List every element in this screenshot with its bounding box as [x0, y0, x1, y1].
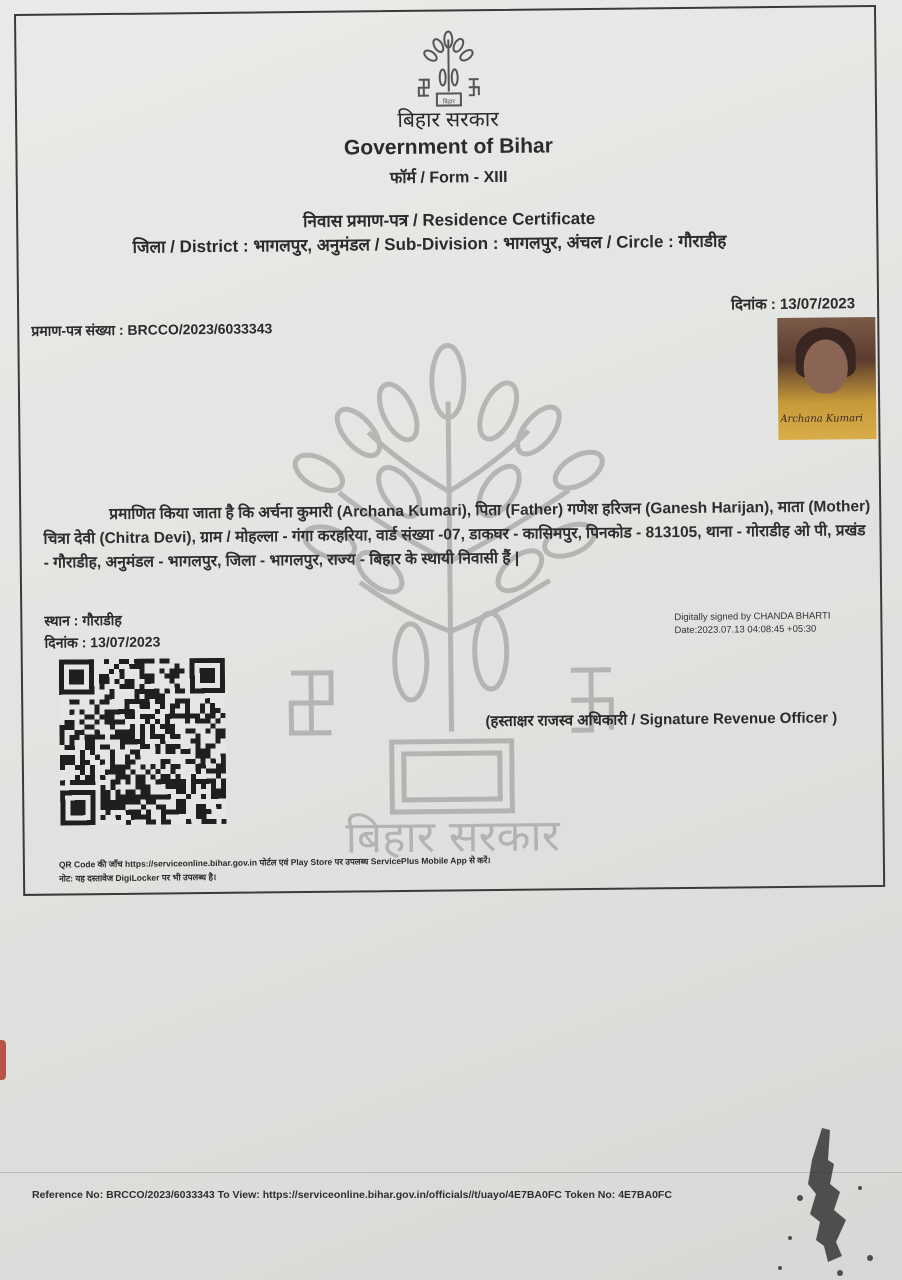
digilocker-note: नोट: यह दस्तावेज DigiLocker पर भी उपलब्ध है। — [59, 871, 217, 884]
paper-edge — [0, 1040, 6, 1080]
emblem-label: बिहार — [442, 98, 456, 106]
watermark-emblem — [277, 340, 622, 864]
applicant-photo — [777, 317, 876, 440]
digital-signature-date: Date:2023.07.13 04:08:45 +05:30 — [674, 623, 817, 637]
form-number: फॉर्म / Form - XIII — [389, 168, 508, 188]
signature-label: (हस्ताक्षर राजस्व अधिकारी / Signature Revenue Officer ) — [485, 709, 838, 731]
title-hindi: बिहार सरकार — [397, 107, 499, 132]
place-date: दिनांक : 13/07/2023 — [44, 633, 161, 651]
watermark-text: बिहार सरकार — [345, 810, 560, 864]
certificate-body — [43, 495, 874, 576]
certificate-title: निवास प्रमाण-पत्र / Residence Certificate — [302, 208, 596, 231]
issue-date: दिनांक : 13/07/2023 — [730, 295, 856, 314]
district-line: जिला / District : भागलपुर, अनुमंडल / Sub-Division : भागलपुर, अंचल / Circle : गौराडीह — [132, 231, 727, 257]
body-text: प्रमाणित किया जाता है कि अर्चना कुमारी (Archana Kumari), पिता (Father) गणेश हरिजन (Ganesh Harijan), माता (Mother) चित्रा देवी (Chitra Devi), ग्राम / मोहल्ला - गंगा करहरिया, वार्ड संख्या -07, डाकघर - कासिमपुर, पिनकोड - 813105, थाना - गोराडीह ओ पी, प्रखंड - गौराडीह, अनुमंडल - भागलपुर, जिला - भागलपुर, राज्य - बिहार के स्थायी निवासी हैं | — [43, 498, 871, 572]
photo-face — [803, 339, 848, 393]
qr-code[interactable] — [59, 658, 227, 826]
place: स्थान : गौराडीह — [44, 611, 122, 629]
qr-note: QR Code की जाँच https://serviceonline.bihar.gov.in पोर्टल एवं Play Store पर उपलब्ध ServicePlus Mobile App से करें। — [58, 855, 491, 870]
certificate-frame — [14, 5, 885, 896]
reference-line: Reference No: BRCCO/2023/6033343 To View: https://serviceonline.bihar.gov.in/officials//t/uayo/4E7BA0FC Token No: 4E7BA0FC — [32, 1189, 672, 1201]
ink-smudge — [760, 1128, 902, 1280]
digital-signature — [674, 609, 830, 637]
photo-signature: Archana Kumari — [780, 413, 864, 425]
certificate-number: प्रमाण-पत्र संख्या : BRCCO/2023/6033343 — [31, 320, 273, 339]
digital-signature-name: Digitally signed by CHANDA BHARTI — [674, 610, 831, 624]
title-english: Government of Bihar — [343, 134, 553, 160]
